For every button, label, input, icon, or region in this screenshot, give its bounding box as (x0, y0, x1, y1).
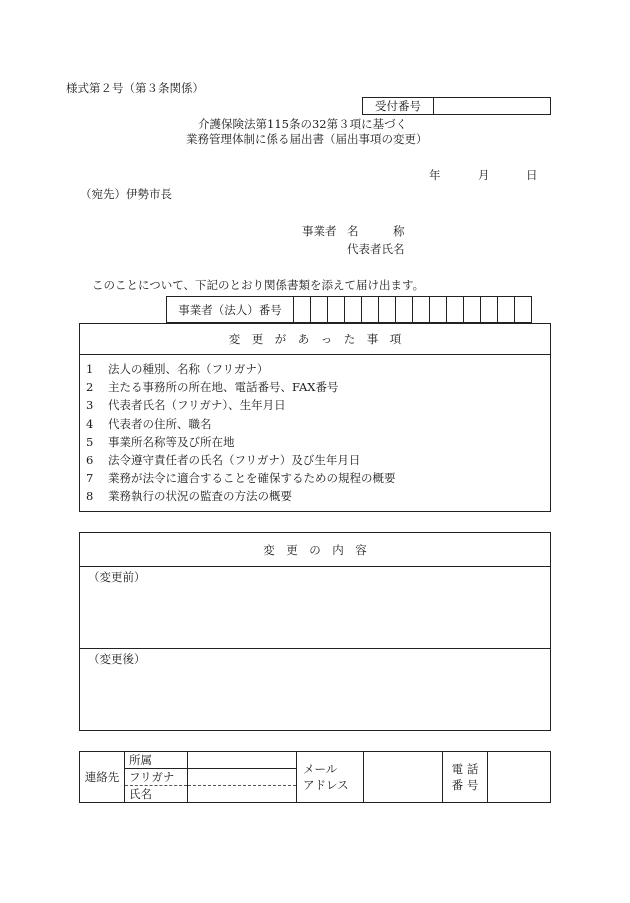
corp-number-box[interactable] (515, 297, 532, 323)
changed-item-number: 5 (86, 434, 94, 449)
changed-item (86, 452, 360, 468)
changed-item-number: 6 (86, 453, 94, 467)
corp-number-box[interactable] (447, 297, 464, 323)
corp-number-box[interactable] (430, 297, 447, 323)
changed-item (86, 488, 292, 504)
corp-number-table (166, 296, 532, 323)
corp-number-box[interactable] (481, 297, 498, 323)
operator-label: 事業者 (302, 224, 337, 238)
contact-phone-label-2: 番 号 (451, 778, 479, 792)
addressee: （宛先）伊勢市長 (80, 187, 172, 201)
changed-item-text: 代表者氏名（フリガナ）、生年月日 (108, 398, 286, 413)
corp-number-box[interactable] (311, 297, 328, 323)
changed-item (86, 434, 235, 450)
contact-mail-value[interactable] (364, 752, 443, 803)
changed-item-number: 3 (86, 398, 94, 413)
contact-phone-value[interactable] (488, 752, 551, 803)
corp-number-box[interactable] (345, 297, 362, 323)
contact-name-label: 氏名 (125, 786, 188, 803)
date-month: 月 (478, 168, 490, 182)
changed-item (86, 470, 396, 486)
change-content-table (79, 532, 551, 731)
corp-number-box[interactable] (413, 297, 430, 323)
title-line-1: 介護保険法第115条の32第３項に基づく (198, 117, 408, 131)
contact-name-value[interactable] (188, 786, 297, 803)
changed-item-text: 法令遵守責任者の氏名（フリガナ）及び生年月日 (108, 453, 361, 467)
changed-item-number: 2 (86, 380, 94, 395)
receipt-label: 受付番号 (363, 98, 434, 115)
changed-item-number: 1 (86, 362, 94, 376)
corp-number-box[interactable] (464, 297, 481, 323)
changed-item-text: 代表者の住所、職名 (108, 416, 212, 431)
changed-item-text: 業務が法令に適合することを確保するための規程の概要 (108, 471, 396, 486)
changed-item-number: 4 (86, 416, 94, 431)
operator-name-label: 名 称 (347, 224, 405, 238)
contact-mail-label-1: メール (303, 762, 338, 776)
change-before-cell[interactable] (80, 567, 551, 649)
contact-table (79, 751, 551, 803)
corp-number-box[interactable] (379, 297, 396, 323)
corp-number-box[interactable] (328, 297, 345, 323)
contact-mail-label (297, 752, 364, 803)
corp-number-box[interactable] (498, 297, 515, 323)
changed-item (86, 416, 212, 432)
change-after-cell[interactable] (80, 649, 551, 731)
receipt-box (362, 97, 551, 115)
operator-rep-label: 代表者氏名 (347, 242, 405, 256)
changed-item-number: 8 (86, 489, 94, 504)
changed-item-number: 7 (86, 471, 94, 486)
changed-item-text: 業務執行の状況の監査の方法の概要 (108, 489, 292, 504)
corp-number-label: 事業者（法人）番号 (167, 297, 294, 323)
contact-label: 連絡先 (80, 752, 125, 803)
corp-number-box[interactable] (396, 297, 413, 323)
date-day: 日 (526, 168, 538, 182)
changed-item-text: 主たる事務所の所在地、電話番号、FAX番号 (108, 380, 339, 395)
contact-phone-label (443, 752, 488, 803)
changed-items-header: 変 更 が あ っ た 事 項 (80, 324, 551, 355)
change-before-label: （変更前） (88, 570, 146, 584)
form-number: 様式第２号（第３条関係） (66, 81, 204, 95)
changed-item (86, 361, 268, 377)
receipt-value[interactable] (434, 98, 551, 115)
changed-item-text: 事業所名称等及び所在地 (108, 434, 235, 449)
intro-text: このことについて、下記のとおり関係書類を添えて届け出ます。 (92, 278, 425, 292)
contact-furigana-label: フリガナ (125, 769, 188, 786)
change-after-label: （変更後） (88, 652, 146, 666)
contact-furigana-value[interactable] (188, 769, 297, 786)
contact-phone-label-1: 電 話 (451, 762, 479, 776)
changed-item (86, 379, 338, 395)
corp-number-box[interactable] (362, 297, 379, 323)
change-content-header: 変 更 の 内 容 (80, 533, 551, 567)
contact-affiliation-label: 所属 (125, 752, 188, 769)
corp-number-box[interactable] (294, 297, 311, 323)
changed-item (86, 397, 286, 413)
changed-item-text: 法人の種別、名称（フリガナ） (108, 362, 269, 376)
contact-affiliation-value[interactable] (188, 752, 297, 769)
contact-mail-label-2: アドレス (303, 778, 349, 792)
title-line-2: 業務管理体制に係る届出書（届出事項の変更） (186, 132, 428, 146)
date-year: 年 (429, 168, 441, 182)
